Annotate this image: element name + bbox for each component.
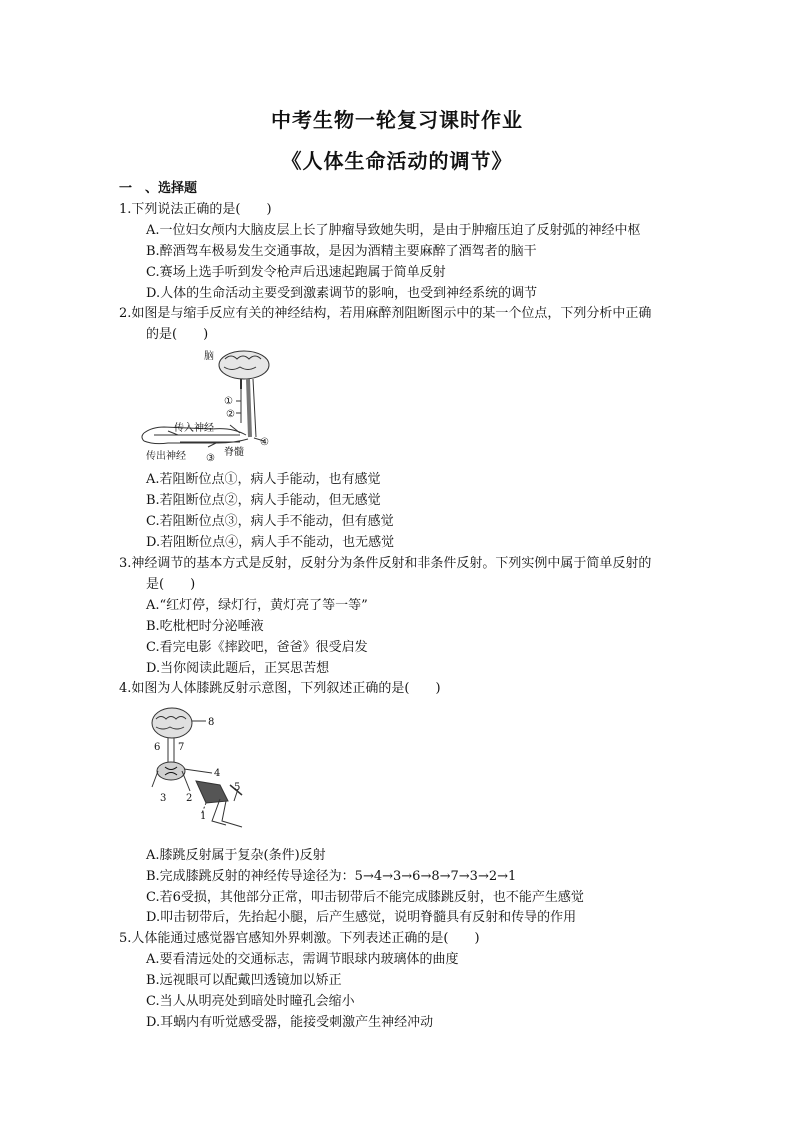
knee-jerk-reflex-figure	[146, 703, 246, 833]
spinal-cord-section	[157, 762, 185, 780]
section-heading: 一 、选择题	[119, 181, 198, 196]
q5-stem: 5.人体能通过感觉器官感知外界刺激。下列表述正确的是( )	[119, 931, 480, 946]
efferent-label: 传出神经	[146, 451, 186, 462]
marker-2: ②	[226, 409, 235, 420]
q5-option-a: A.要看清远处的交通标志，需调节眼球内玻璃体的曲度	[146, 952, 459, 967]
q1-option-b: B.醉酒驾车极易发生交通事故，是因为酒精主要麻醉了酒驾者的脑干	[146, 244, 537, 259]
q5-option-c: C.当人从明亮处到暗处时瞳孔会缩小	[146, 994, 355, 1009]
marker-3: ③	[206, 453, 215, 464]
spinal-label: 脊髓	[224, 447, 244, 458]
label-7: 7	[178, 742, 185, 753]
marker-4: ④	[260, 437, 269, 448]
q1-option-a: A.一位妇女颅内大脑皮层上长了肿瘤导致她失明，是由于肿瘤压迫了反射弧的神经中枢	[146, 223, 641, 238]
brain-shape	[152, 708, 192, 738]
q3-option-d: D.当你阅读此题后，正冥思苦想	[146, 661, 330, 676]
q2-option-b: B.若阻断位点②，病人手能动，但无感觉	[146, 493, 381, 508]
page-title: 中考生物一轮复习课时作业	[271, 108, 523, 132]
brain-label: 脑	[204, 351, 214, 362]
label-5: 5	[234, 782, 241, 793]
q1-option-d: D.人体的生命活动主要受到激素调节的影响，也受到神经系统的调节	[146, 286, 538, 301]
afferent-label: 传入神经	[174, 423, 214, 434]
q2-stem: 2.如图是与缩手反应有关的神经结构，若用麻醉剂阻断图示中的某一个位点，下列分析中正确	[119, 306, 652, 321]
label-1: 1	[200, 811, 207, 822]
spinal-cord	[248, 379, 250, 437]
q2-option-c: C.若阻断位点③，病人手不能动，但有感觉	[146, 514, 394, 529]
q2-option-d: D.若阻断位点④，病人手不能动，也无感觉	[146, 535, 395, 550]
q4-option-b: B.完成膝跳反射的神经传导途径为：5→4→3→6→8→7→3→2→1	[146, 869, 517, 884]
q2-option-a: A.若阻断位点①，病人手能动，也有感觉	[146, 472, 381, 487]
label-3: 3	[160, 793, 167, 804]
q4-option-d: D.叩击韧带后，先抬起小腿，后产生感觉，说明脊髓具有反射和传导的作用	[146, 910, 577, 925]
arm-lower-contour	[144, 439, 248, 444]
label-8: 8	[208, 717, 215, 728]
q3-stem-cont: 是( )	[146, 577, 196, 592]
q1-stem: 1.下列说法正确的是( )	[119, 202, 272, 217]
thigh-shape	[196, 781, 228, 803]
marker-1: ①	[224, 396, 233, 407]
label-4: 4	[214, 768, 221, 779]
q1-option-c: C.赛场上选手听到发令枪声后迅速起跑属于简单反射	[146, 265, 446, 280]
page-subtitle: 《人体生命活动的调节》	[281, 149, 513, 173]
q4-stem: 4.如图为人体膝跳反射示意图，下列叙述正确的是( )	[119, 681, 441, 696]
q3-option-b: B.吃枇杷时分泌唾液	[146, 619, 264, 634]
brain-shape	[219, 351, 269, 379]
label-6: 6	[154, 742, 161, 753]
label-2: 2	[186, 793, 193, 804]
q5-option-d: D.耳蜗内有听觉感受器，能接受刺激产生神经冲动	[146, 1015, 434, 1030]
q4-option-a: A.膝跳反射属于复杂(条件)反射	[146, 848, 326, 863]
q3-option-c: C.看完电影《摔跤吧，爸爸》很受启发	[146, 640, 368, 655]
q4-option-c: C.若6受损，其他部分正常，叩击韧带后不能完成膝跳反射，也不能产生感觉	[146, 890, 584, 905]
q3-stem: 3.神经调节的基本方式是反射，反射分为条件反射和非条件反射。下列实例中属于简单反射的	[119, 556, 652, 571]
withdrawal-reflex-figure	[140, 345, 280, 467]
q3-option-a: A.“红灯停，绿灯行，黄灯亮了等一等”	[146, 598, 368, 613]
q2-stem-cont: 的是( )	[146, 327, 209, 342]
q5-option-b: B.远视眼可以配戴凹透镜加以矫正	[146, 973, 342, 988]
